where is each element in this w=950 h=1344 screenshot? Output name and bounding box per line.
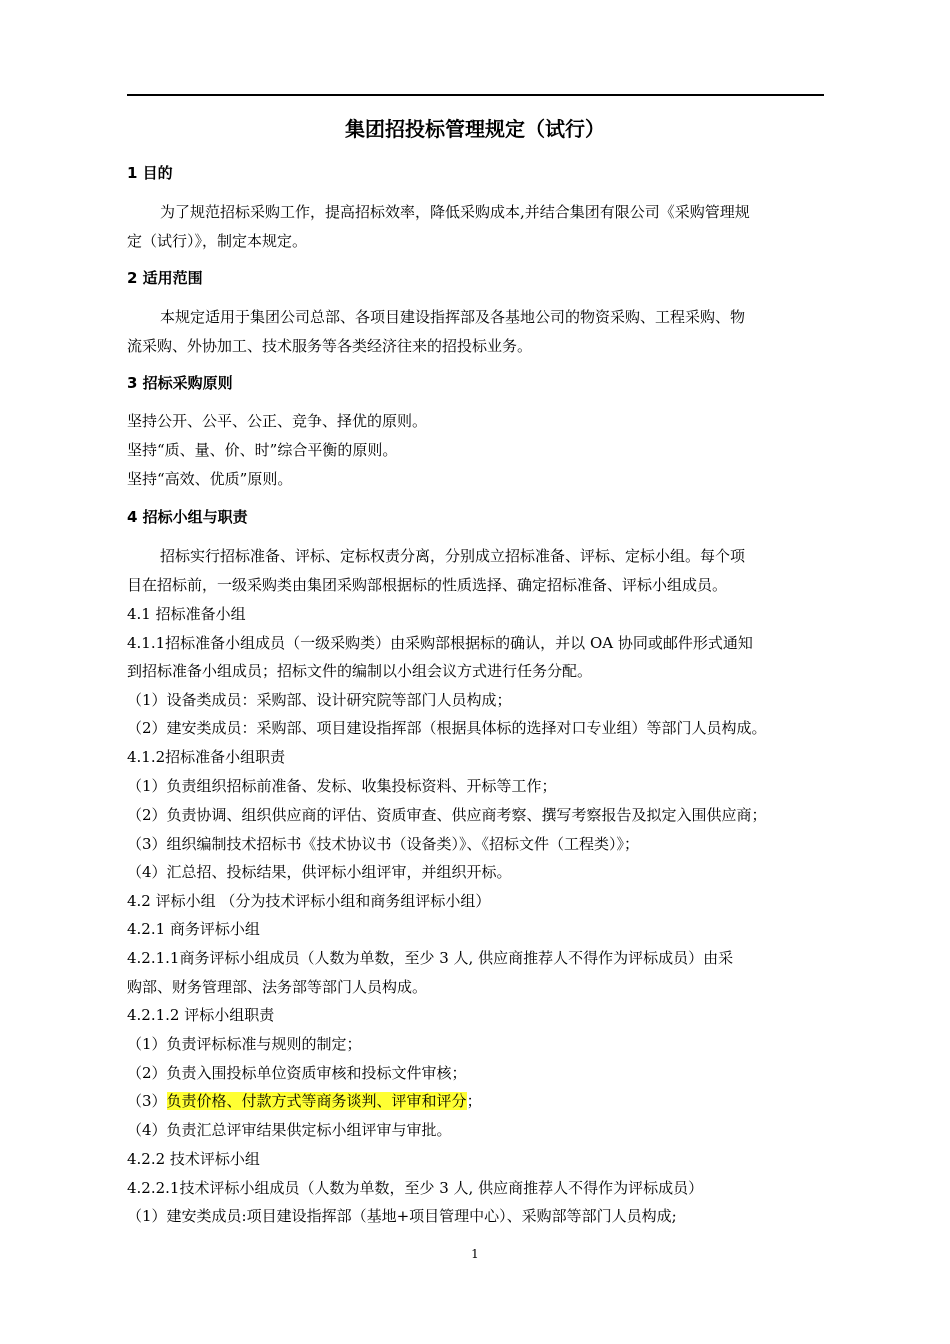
section-4-intro-line: 目在招标前，一级采购类由集团采购部根据标的性质选择、确定招标准备、评标小组成员。 (127, 576, 728, 594)
section-2-heading: 2 适用范围 (127, 269, 203, 287)
line-end-punctuation: ； (466, 1092, 482, 1110)
text-line: （2）负责协调、组织供应商的评估、资质审查、供应商考察、撰写考察报告及拟定入围供应商； (127, 806, 767, 824)
text-line: 购部、财务管理部、法务部等部门人员构成。 (127, 978, 428, 996)
text-line: 4.1.1招标准备小组成员（一级采购类）由采购部根据标的确认，并以 OA 协同或邮件形式通知 (127, 634, 753, 652)
text-line: 4.2.1.2 评标小组职责 (127, 1006, 275, 1024)
text-line: 4.2.1.1商务评标小组成员（人数为单数，至少 3 人, 供应商推荐人不得作为评标成员）由采 (127, 949, 734, 967)
highlighted-text-line (127, 1090, 827, 1111)
text-line: （4）汇总招、投标结果，供评标小组评审，并组织开标。 (127, 863, 512, 881)
list-marker: （3） (127, 1092, 167, 1110)
text-line: 4.2.2.1技术评标小组成员（人数为单数，至少 3 人, 供应商推荐人不得作为评标成员） (127, 1179, 704, 1197)
text-line: 4.2.2 技术评标小组 (127, 1150, 260, 1168)
section-2-para-line: 本规定适用于集团公司总部、各项目建设指挥部及各基地公司的物资采购、工程采购、物 (160, 308, 746, 326)
document-title: 集团招投标管理规定（试行） (345, 117, 605, 141)
highlighted-text: 负责价格、付款方式等商务谈判、评审和评分 (166, 1092, 467, 1110)
section-1-para-line: 定（试行）》，制定本规定。 (127, 232, 308, 250)
principle-line: 坚持公开、公平、公正、竞争、择优的原则。 (127, 412, 428, 430)
page-number: 1 (471, 1247, 479, 1261)
section-2-para-line: 流采购、外协加工、技术服务等各类经济往来的招投标业务。 (127, 337, 533, 355)
text-line: 4.2 评标小组 （分为技术评标小组和商务组评标小组） (127, 892, 491, 910)
text-line: 4.2.1 商务评标小组 (127, 920, 260, 938)
section-4-intro-line: 招标实行招标准备、评标、定标权责分离，分别成立招标准备、评标、定标小组。每个项 (160, 547, 746, 565)
text-line: 4.1.2招标准备小组职责 (127, 748, 286, 766)
principle-line: 坚持“高效、优质”原则。 (127, 470, 293, 488)
section-3-heading: 3 招标采购原则 (127, 374, 233, 392)
text-line: （2）建安类成员：采购部、项目建设指挥部（根据具体标的选择对口专业组）等部门人员构成。 (127, 719, 767, 737)
text-line: （1）负责组织招标前准备、发标、收集投标资料、开标等工作； (127, 777, 557, 795)
text-line: 到招标准备小组成员；招标文件的编制以小组会议方式进行任务分配。 (127, 662, 593, 680)
text-line: （2）负责入围投标单位资质审核和投标文件审核； (127, 1064, 467, 1082)
section-1-para-line: 为了规范招标采购工作，提高招标效率，降低采购成本,并结合集团有限公司《采购管理规 (160, 203, 750, 221)
header-rule (127, 94, 824, 96)
text-line: 4.1 招标准备小组 (127, 605, 246, 623)
text-line: （1）设备类成员：采购部、设计研究院等部门人员构成； (127, 691, 512, 709)
section-1-heading: 1 目的 (127, 164, 173, 182)
text-line: （4）负责汇总评审结果供定标小组评审与审批。 (127, 1121, 452, 1139)
text-line: （1）建安类成员:项目建设指挥部（基地+项目管理中心）、采购部等部门人员构成; (127, 1207, 677, 1225)
text-line: （3）组织编制技术招标书《技术协议书（设备类）》、《招标文件（工程类）》； (127, 835, 640, 853)
text-line: （1）负责评标标准与规则的制定； (127, 1035, 362, 1053)
section-4-heading: 4 招标小组与职责 (127, 508, 248, 526)
principle-line: 坚持“质、量、价、时”综合平衡的原则。 (127, 441, 398, 459)
